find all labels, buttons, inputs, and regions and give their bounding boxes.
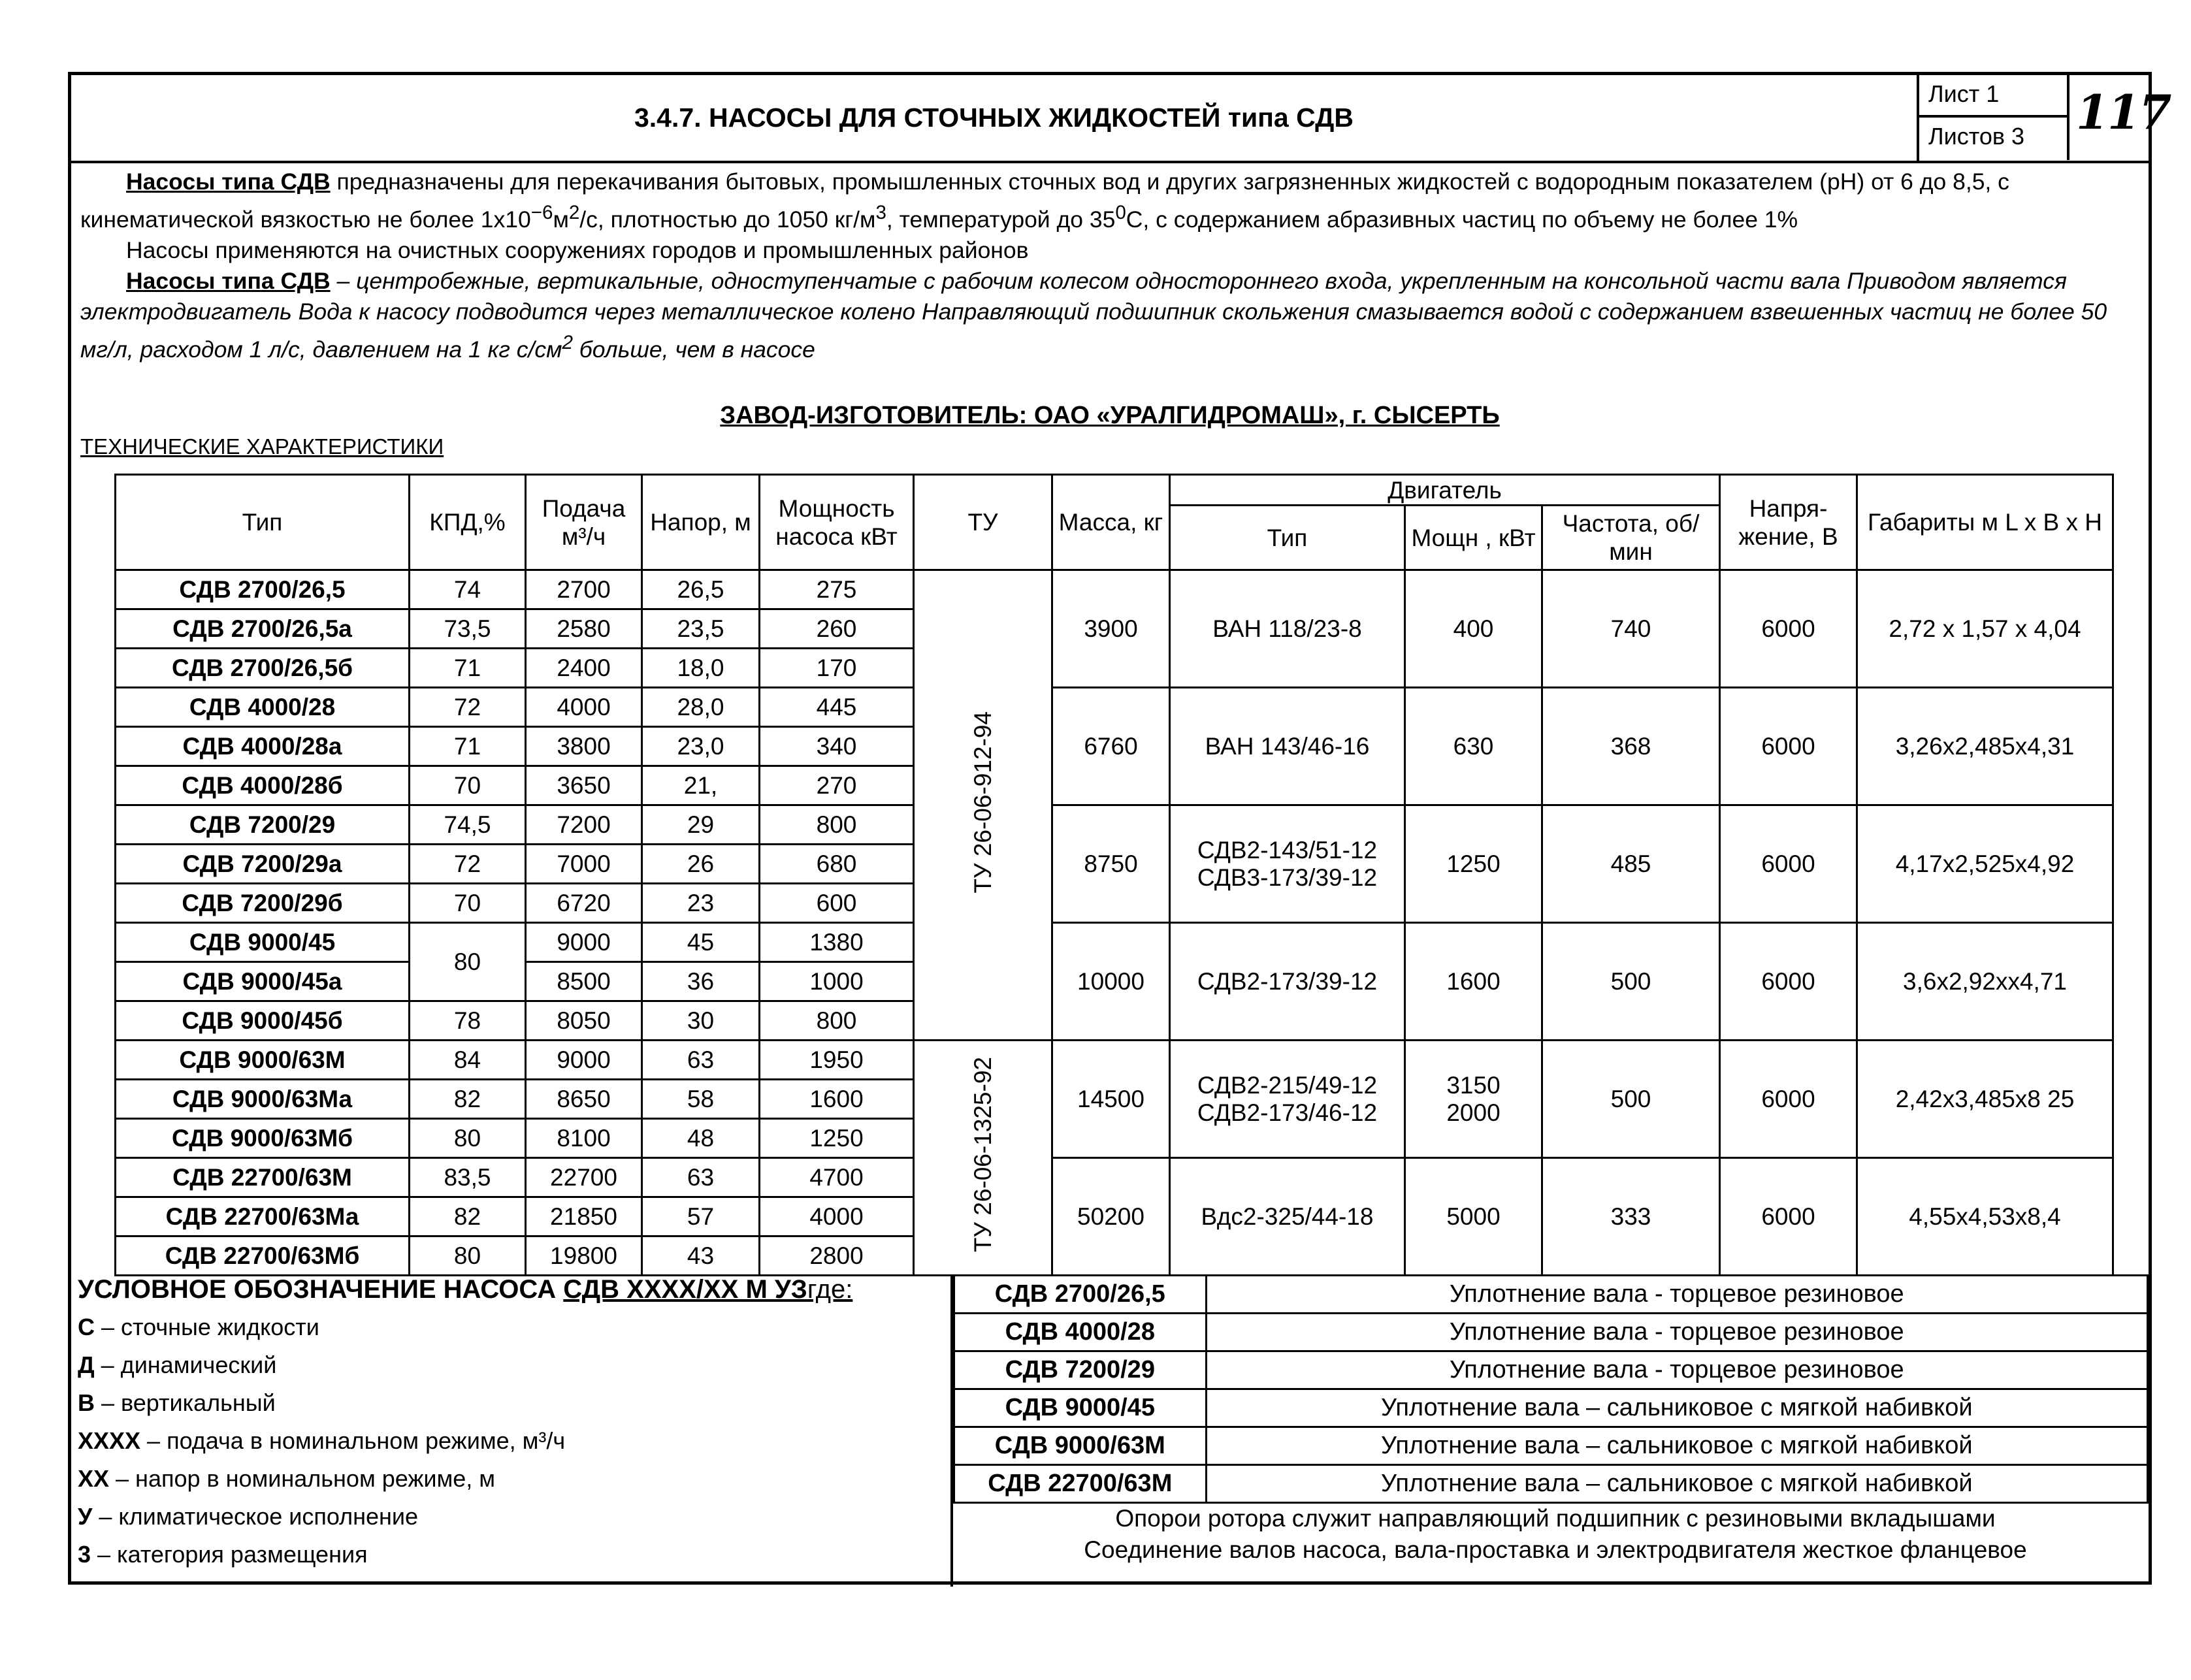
cell-motor-type xyxy=(1170,688,1405,805)
cell-motor-freq: 500 xyxy=(1542,923,1720,1041)
cell-motor-power xyxy=(1405,1158,1542,1276)
cell-flow: 3650 xyxy=(526,766,642,805)
cell-type: СДВ 4000/28 xyxy=(116,688,410,727)
cell-kpd: 80 xyxy=(410,1236,526,1276)
cell-motor-freq: 500 xyxy=(1542,1041,1720,1158)
intro-text-3a: – центробежные, вертикальные, одноступенчатые с рабочим колесом одностороннего входа, укрепленным на консольной части вала Приводом является электродвигатель Вода к насосу подводится через металлическое колено Направляющий подшипник скольжения смазывается водой с содержанием взвешенных частиц не более 50 мг/л, расходом 1 л/с, давлением на 1 кг с/см xyxy=(80,267,2107,363)
designation-item xyxy=(78,1460,953,1498)
cell-flow: 7200 xyxy=(526,805,642,845)
intro-sup-4: 0 xyxy=(1115,202,1126,223)
motor-type-line: СДВ2-215/49-12 xyxy=(1197,1071,1378,1099)
motor-type-line: ВАН 143/46-16 xyxy=(1205,732,1370,760)
header-kpd: КПД,% xyxy=(410,475,526,570)
motor-type-line: Вдс2-325/44-18 xyxy=(1201,1203,1374,1230)
cell-head: 29 xyxy=(642,805,760,845)
motor-power-line: 5000 xyxy=(1446,1203,1501,1230)
seal-row xyxy=(954,1276,2148,1314)
cell-dims: 2,42x3,485x8 25 xyxy=(1857,1041,2113,1158)
cell-type: СДВ 4000/28б xyxy=(116,766,410,805)
designation-value: – климатическое исполнение xyxy=(92,1503,419,1530)
support-line-1: Опорои ротора служит направляющий подшипник с резиновыми вкладышами xyxy=(1115,1505,1996,1532)
seal-description: Уплотнение вала - торцевое резиновое xyxy=(1206,1314,2147,1351)
cell-type: СДВ 7200/29 xyxy=(116,805,410,845)
cell-voltage: 6000 xyxy=(1720,1158,1857,1276)
cell-dims: 3,26x2,485x4,31 xyxy=(1857,688,2113,805)
cell-flow: 9000 xyxy=(526,1041,642,1080)
cell-type: СДВ 9000/45б xyxy=(116,1001,410,1041)
header-voltage: Напря-жение, В xyxy=(1720,475,1857,570)
cell-kpd: 71 xyxy=(410,649,526,688)
cell-power: 170 xyxy=(760,649,914,688)
intro-text xyxy=(80,167,2145,365)
cell-dims: 3,6x2,92xx4,71 xyxy=(1857,923,2113,1041)
cell-power: 1600 xyxy=(760,1080,914,1119)
cell-kpd: 80 xyxy=(410,1119,526,1158)
tu-label: ТУ 26-06-912-94 xyxy=(969,711,996,894)
cell-flow: 19800 xyxy=(526,1236,642,1276)
cell-kpd: 84 xyxy=(410,1041,526,1080)
cell-flow: 2580 xyxy=(526,609,642,649)
cell-type: СДВ 7200/29б xyxy=(116,884,410,923)
designation-key: У xyxy=(78,1503,93,1530)
cell-kpd: 71 xyxy=(410,727,526,766)
table-row xyxy=(116,1041,2113,1080)
cell-head: 18,0 xyxy=(642,649,760,688)
sheet-label: Лист 1 xyxy=(1919,75,2069,118)
cell-dims: 4,55x4,53x8,4 xyxy=(1857,1158,2113,1276)
seal-row xyxy=(954,1314,2148,1351)
seal-description: Уплотнение вала - торцевое резиновое xyxy=(1206,1276,2147,1314)
sheet-box xyxy=(1917,75,2171,161)
designation-value: – вертикальный xyxy=(95,1389,276,1416)
cell-flow: 7000 xyxy=(526,845,642,884)
cell-flow: 2700 xyxy=(526,570,642,609)
cell-mass: 10000 xyxy=(1052,923,1170,1041)
cell-head: 45 xyxy=(642,923,760,962)
designation-item xyxy=(78,1536,953,1574)
intro-text-1c: /с, плотностью до 1050 кг/м xyxy=(579,206,876,233)
header-tu: ТУ xyxy=(914,475,1052,570)
cell-kpd: 83,5 xyxy=(410,1158,526,1197)
header-dims: Габариты м L x B x H xyxy=(1857,475,2113,570)
designation-title-a: УСЛОВНОЕ ОБОЗНАЧЕНИЕ НАСОСА xyxy=(78,1275,564,1304)
cell-type: СДВ 9000/45 xyxy=(116,923,410,962)
motor-power-line: 1250 xyxy=(1446,850,1501,877)
cell-motor-power xyxy=(1405,805,1542,923)
cell-head: 26 xyxy=(642,845,760,884)
cell-kpd: 70 xyxy=(410,884,526,923)
seal-description: Уплотнение вала – сальниковое с мягкой набивкой xyxy=(1206,1427,2147,1465)
cell-motor-power xyxy=(1405,1041,1542,1158)
designation-value: – сточные жидкости xyxy=(95,1314,319,1340)
cell-kpd: 72 xyxy=(410,845,526,884)
cell-type: СДВ 22700/63М xyxy=(116,1158,410,1197)
cell-type: СДВ 2700/26,5а xyxy=(116,609,410,649)
header-power: Мощность насоса кВт xyxy=(760,475,914,570)
intro-paragraph-1 xyxy=(80,167,2145,235)
designation-key: С xyxy=(78,1314,95,1340)
cell-motor-freq: 485 xyxy=(1542,805,1720,923)
cell-flow: 8650 xyxy=(526,1080,642,1119)
header-motor: Двигатель xyxy=(1170,475,1720,506)
cell-voltage: 6000 xyxy=(1720,688,1857,805)
cell-type: СДВ 2700/26,5б xyxy=(116,649,410,688)
cell-type: СДВ 7200/29а xyxy=(116,845,410,884)
seal-row xyxy=(954,1389,2148,1427)
seal-description: Уплотнение вала – сальниковое с мягкой набивкой xyxy=(1206,1389,2147,1427)
document-frame xyxy=(68,72,2171,1585)
cell-power: 4000 xyxy=(760,1197,914,1236)
intro-lead-3: Насосы типа СДВ xyxy=(126,267,331,294)
cell-power: 270 xyxy=(760,766,914,805)
intro-text-1b: м xyxy=(553,206,569,233)
motor-power-line: 1600 xyxy=(1446,967,1501,995)
header-motor-power: Мощн , кВт xyxy=(1405,506,1542,570)
motor-type-line: СДВ2-143/51-12 xyxy=(1197,836,1378,864)
designation-item xyxy=(78,1498,953,1536)
cell-power: 680 xyxy=(760,845,914,884)
seal-row xyxy=(954,1427,2148,1465)
cell-power: 600 xyxy=(760,884,914,923)
cell-motor-type xyxy=(1170,805,1405,923)
seal-table xyxy=(953,1274,2149,1504)
cell-head: 36 xyxy=(642,962,760,1001)
cell-head: 43 xyxy=(642,1236,760,1276)
header-head: Напор, м xyxy=(642,475,760,570)
cell-motor-power xyxy=(1405,688,1542,805)
seal-description: Уплотнение вала – сальниковое с мягкой набивкой xyxy=(1206,1465,2147,1503)
cell-flow: 8050 xyxy=(526,1001,642,1041)
cell-head: 63 xyxy=(642,1158,760,1197)
header xyxy=(71,75,2171,163)
cell-power: 2800 xyxy=(760,1236,914,1276)
designation-key: 3 xyxy=(78,1541,91,1568)
designation-item xyxy=(78,1384,953,1422)
intro-text-3b: больше, чем в насосе xyxy=(572,336,815,363)
cell-motor-type xyxy=(1170,1041,1405,1158)
seal-pump-type: СДВ 7200/29 xyxy=(954,1351,1207,1389)
cell-flow: 9000 xyxy=(526,923,642,962)
seal-row xyxy=(954,1351,2148,1389)
cell-head: 26,5 xyxy=(642,570,760,609)
cell-voltage: 6000 xyxy=(1720,1041,1857,1158)
cell-motor-freq: 333 xyxy=(1542,1158,1720,1276)
support-note xyxy=(954,1503,2156,1566)
motor-power-line: 3150 xyxy=(1446,1071,1501,1099)
seal-pump-type: СДВ 9000/45 xyxy=(954,1389,1207,1427)
intro-sup-5: 2 xyxy=(562,331,573,353)
cell-head: 30 xyxy=(642,1001,760,1041)
motor-type-line: СДВ2-173/39-12 xyxy=(1197,967,1378,995)
designation-value: – напор в номинальном режиме, м xyxy=(109,1465,496,1492)
designation-key: В xyxy=(78,1389,95,1416)
cell-voltage: 6000 xyxy=(1720,923,1857,1041)
intro-sup-2: 2 xyxy=(568,202,580,223)
cell-power: 1380 xyxy=(760,923,914,962)
cell-type: СДВ 9000/63Мб xyxy=(116,1119,410,1158)
cell-flow: 3800 xyxy=(526,727,642,766)
table-row xyxy=(116,923,2113,962)
table-row xyxy=(116,805,2113,845)
cell-flow: 8100 xyxy=(526,1119,642,1158)
intro-sup-1: −6 xyxy=(530,202,553,223)
intro-lead-1: Насосы типа СДВ xyxy=(126,169,331,195)
seal-description: Уплотнение вала - торцевое резиновое xyxy=(1206,1351,2147,1389)
designation-key: Д xyxy=(78,1351,95,1378)
cell-dims: 2,72 x 1,57 x 4,04 xyxy=(1857,570,2113,688)
cell-flow: 2400 xyxy=(526,649,642,688)
cell-motor-type xyxy=(1170,1158,1405,1276)
intro-text-1d: , температурой до 35 xyxy=(886,206,1116,233)
cell-kpd: 80 xyxy=(410,923,526,1001)
cell-power: 1000 xyxy=(760,962,914,1001)
cell-kpd: 72 xyxy=(410,688,526,727)
cell-kpd: 82 xyxy=(410,1080,526,1119)
table-row xyxy=(116,688,2113,727)
designation-title-b: СДВ ХХХХ/ХХ М УЗ xyxy=(563,1275,807,1304)
cell-motor-power xyxy=(1405,570,1542,688)
designation-key: ХХХХ xyxy=(78,1427,141,1454)
designation-legend xyxy=(78,1270,953,1574)
cell-mass: 6760 xyxy=(1052,688,1170,805)
cell-type: СДВ 22700/63Ма xyxy=(116,1197,410,1236)
motor-power-line: 630 xyxy=(1453,732,1494,760)
cell-type: СДВ 9000/63М xyxy=(116,1041,410,1080)
cell-type: СДВ 4000/28а xyxy=(116,727,410,766)
cell-head: 57 xyxy=(642,1197,760,1236)
cell-kpd: 70 xyxy=(410,766,526,805)
seal-row xyxy=(954,1465,2148,1503)
cell-mass: 50200 xyxy=(1052,1158,1170,1276)
table-row xyxy=(116,1158,2113,1197)
cell-power: 340 xyxy=(760,727,914,766)
header-motor-freq: Частота, об/мин xyxy=(1542,506,1720,570)
designation-item xyxy=(78,1422,953,1460)
cell-power: 800 xyxy=(760,1001,914,1041)
cell-tu xyxy=(914,570,1052,1041)
cell-type: СДВ 9000/45а xyxy=(116,962,410,1001)
cell-type: СДВ 22700/63Мб xyxy=(116,1236,410,1276)
seal-pump-type: СДВ 22700/63М xyxy=(954,1465,1207,1503)
designation-key: ХХ xyxy=(78,1465,110,1492)
support-line-2: Соединение валов насоса, вала-проставка и электродвигателя жесткое фланцевое xyxy=(1084,1536,2027,1563)
designation-item xyxy=(78,1308,953,1346)
cell-motor-power xyxy=(1405,923,1542,1041)
handwritten-page-number: 117 xyxy=(2076,84,2171,140)
intro-paragraph-3 xyxy=(80,266,2145,365)
cell-head: 21, xyxy=(642,766,760,805)
cell-motor-type xyxy=(1170,923,1405,1041)
motor-power-line: 2000 xyxy=(1446,1099,1501,1126)
cell-head: 23,0 xyxy=(642,727,760,766)
cell-mass: 8750 xyxy=(1052,805,1170,923)
cell-kpd: 73,5 xyxy=(410,609,526,649)
cell-power: 260 xyxy=(760,609,914,649)
cell-voltage: 6000 xyxy=(1720,805,1857,923)
cell-flow: 22700 xyxy=(526,1158,642,1197)
seal-pump-type: СДВ 9000/63М xyxy=(954,1427,1207,1465)
cell-head: 63 xyxy=(642,1041,760,1080)
designation-value: – динамический xyxy=(94,1351,277,1378)
cell-head: 28,0 xyxy=(642,688,760,727)
seal-pump-type: СДВ 4000/28 xyxy=(954,1314,1207,1351)
cell-mass: 3900 xyxy=(1052,570,1170,688)
cell-mass: 14500 xyxy=(1052,1041,1170,1158)
intro-text-1e: С, с содержанием абразивных частиц по объему не более 1% xyxy=(1126,206,1798,233)
page-title: 3.4.7. НАСОСЫ ДЛЯ СТОЧНЫХ ЖИДКОСТЕЙ типа СДВ xyxy=(634,103,1354,133)
header-type: Тип xyxy=(116,475,410,570)
cell-power: 1250 xyxy=(760,1119,914,1158)
cell-kpd: 78 xyxy=(410,1001,526,1041)
cell-type: СДВ 2700/26,5 xyxy=(116,570,410,609)
designation-title xyxy=(78,1270,953,1308)
manufacturer-heading: ЗАВОД-ИЗГОТОВИТЕЛЬ: ОАО «УРАЛГИДРОМАШ», г. СЫСЕРТЬ xyxy=(720,402,1500,429)
cell-motor-freq: 368 xyxy=(1542,688,1720,805)
motor-power-line: 400 xyxy=(1453,615,1494,642)
designation-value: – категория размещения xyxy=(91,1541,368,1568)
intro-sup-3: 3 xyxy=(875,202,886,223)
intro-text-1a: предназначены для перекачивания бытовых, промышленных сточных вод и других загрязненных жидкостей с водородным показателем (рН) от 6 до 8,5, с кинематической вязкостью не более 1x10 xyxy=(80,169,2009,233)
seal-pump-type: СДВ 2700/26,5 xyxy=(954,1276,1207,1314)
cell-flow: 8500 xyxy=(526,962,642,1001)
cell-power: 275 xyxy=(760,570,914,609)
cell-head: 48 xyxy=(642,1119,760,1158)
header-motor-type: Тип xyxy=(1170,506,1405,570)
cell-power: 800 xyxy=(760,805,914,845)
cell-motor-type xyxy=(1170,570,1405,688)
cell-kpd: 82 xyxy=(410,1197,526,1236)
cell-flow: 4000 xyxy=(526,688,642,727)
sheets-label: Листов 3 xyxy=(1919,118,2069,160)
header-flow: Подача м³/ч xyxy=(526,475,642,570)
motor-type-line: СДВ2-173/46-12 xyxy=(1197,1099,1378,1126)
cell-tu xyxy=(914,1041,1052,1276)
cell-head: 23 xyxy=(642,884,760,923)
cell-head: 23,5 xyxy=(642,609,760,649)
designation-value: – подача в номинальном режиме, м³/ч xyxy=(140,1427,566,1454)
tu-label: ТУ 26-06-1325-92 xyxy=(969,1057,996,1253)
motor-type-line: СДВ3-173/39-12 xyxy=(1197,864,1378,891)
cell-kpd: 74 xyxy=(410,570,526,609)
specs-table xyxy=(114,474,2114,1276)
tech-specs-heading: ТЕХНИЧЕСКИЕ ХАРАКТЕРИСТИКИ xyxy=(80,434,444,459)
cell-power: 1950 xyxy=(760,1041,914,1080)
header-mass: Масса, кг xyxy=(1052,475,1170,570)
cell-motor-freq: 740 xyxy=(1542,570,1720,688)
designation-title-c: где: xyxy=(807,1275,853,1304)
cell-dims: 4,17x2,525x4,92 xyxy=(1857,805,2113,923)
cell-flow: 6720 xyxy=(526,884,642,923)
motor-type-line: ВАН 118/23-8 xyxy=(1212,615,1362,642)
intro-paragraph-2: Насосы применяются на очистных сооружениях городов и промышленных районов xyxy=(126,236,1029,263)
cell-flow: 21850 xyxy=(526,1197,642,1236)
designation-item xyxy=(78,1346,953,1384)
table-row xyxy=(116,570,2113,609)
cell-kpd: 74,5 xyxy=(410,805,526,845)
cell-head: 58 xyxy=(642,1080,760,1119)
cell-power: 4700 xyxy=(760,1158,914,1197)
cell-power: 445 xyxy=(760,688,914,727)
cell-voltage: 6000 xyxy=(1720,570,1857,688)
cell-type: СДВ 9000/63Ма xyxy=(116,1080,410,1119)
